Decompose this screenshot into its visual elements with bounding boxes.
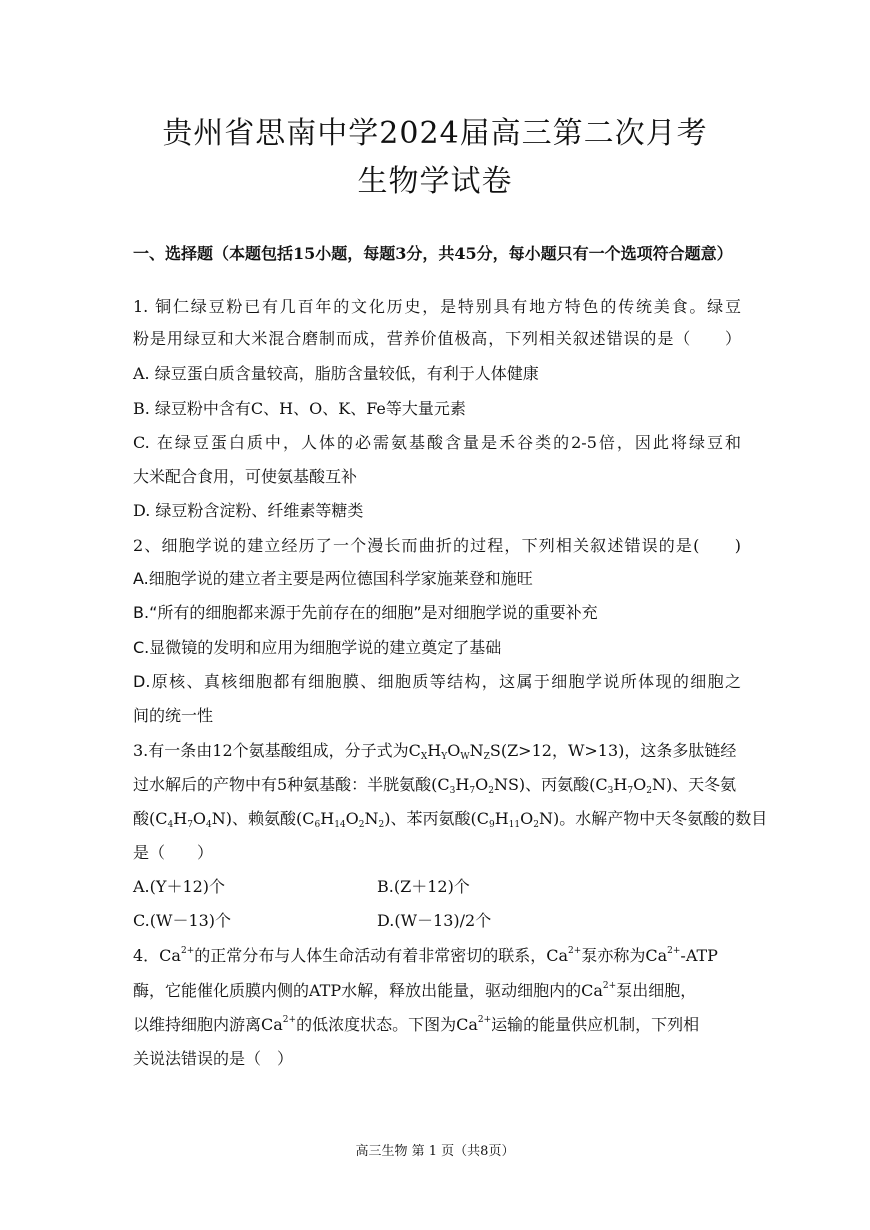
q2-option-d-line1: D.原核、真核细胞都有细胞膜、细胞质等结构，这属于细胞学说所体现的细胞之 (133, 672, 741, 691)
q3-option-d: D.(W－13)/2个 (377, 911, 492, 930)
exam-title: 贵州省思南中学2024届高三第二次月考 (162, 116, 708, 151)
q3-stem-line2: 过水解后的产物中有5种氨基酸：半胱氨酸$(C_3H_7O_2NS)$、丙氨酸$(C_3H_7O_2N)$、天冬氨 (133, 775, 737, 796)
q3-option-b: B.(Z＋12)个 (377, 877, 470, 896)
section-heading: 一、选择题（本题包括15小题，每题3分，共45分，每小题只有一个选项符合题意） (133, 244, 733, 263)
q4-stem-line4: 关说法错误的是（ ） (133, 1049, 294, 1068)
q1-option-a: A. 绿豆蛋白质含量较高，脂肪含量较低，有利于人体健康 (133, 364, 539, 383)
q2-option-d-line2: 间的统一性 (133, 706, 214, 725)
q4-stem-line3: 以维持细胞内游离$Ca^{2+}$的低浓度状态。下图为$Ca^{2+}$运输的能量供应机制，下列相 (133, 1015, 700, 1034)
exam-subtitle: 生物学试卷 (357, 164, 513, 199)
q2-option-a: A.细胞学说的建立者主要是两位德国科学家施莱登和施旺 (133, 569, 533, 588)
q1-stem-line1: 1. 铜仁绿豆粉已有几百年的文化历史，是特别具有地方特色的传统美食。绿豆 (133, 297, 741, 316)
q1-option-c-line1: C. 在绿豆蛋白质中，人体的必需氨基酸含量是禾谷类的2-5倍，因此将绿豆和 (133, 433, 741, 452)
q1-option-b: B. 绿豆粉中含有C、H、O、K、Fe等大量元素 (133, 399, 466, 418)
page-footer: 高三生物 第 1 页（共8页） (355, 1144, 515, 1159)
q3-option-a: A.(Y＋12)个 (133, 877, 226, 896)
q1-option-d: D. 绿豆粉含淀粉、纤维素等糖类 (133, 501, 364, 520)
q1-stem-line2: 粉是用绿豆和大米混合磨制而成，营养价值极高，下列相关叙述错误的是（ ） (133, 329, 741, 348)
q3-stem-line4: 是（ ） (133, 843, 214, 862)
q3-stem-line1: 3.有一条由12个氨基酸组成，分子式为$C_XH_YO_WN_ZS(Z>12$，W>13)，这条多肽链经 (133, 741, 737, 762)
q4-stem-line1: 4．$Ca^{2+}$的正常分布与人体生命活动有着非常密切的联系，$Ca^{2+}$泵亦称为$Ca^{2+}$-ATP (133, 946, 718, 965)
q2-option-b: B.“所有的细胞都来源于先前存在的细胞”是对细胞学说的重要补充 (133, 603, 598, 622)
q2-option-c: C.显微镜的发明和应用为细胞学说的建立奠定了基础 (133, 638, 502, 657)
q3-option-c: C.(W－13)个 (133, 911, 232, 930)
q4-stem-line2: 酶，它能催化质膜内侧的ATP水解，释放出能量，驱动细胞内的$Ca^{2+}$泵出细胞， (133, 981, 697, 1000)
q2-stem: 2、细胞学说的建立经历了一个漫长而曲折的过程，下列相关叙述错误的是( ) (133, 536, 741, 555)
q3-stem-line3: 酸$(C_4H_7O_4N)$、赖氨酸$(C_6H_{14}O_2N_2)$、苯丙氨酸$(C_9H_{11}O_2N)$。水解产物中天冬氨酸的数目 (133, 809, 768, 830)
q1-option-c-line2: 大米配合食用，可使氨基酸互补 (133, 467, 358, 486)
